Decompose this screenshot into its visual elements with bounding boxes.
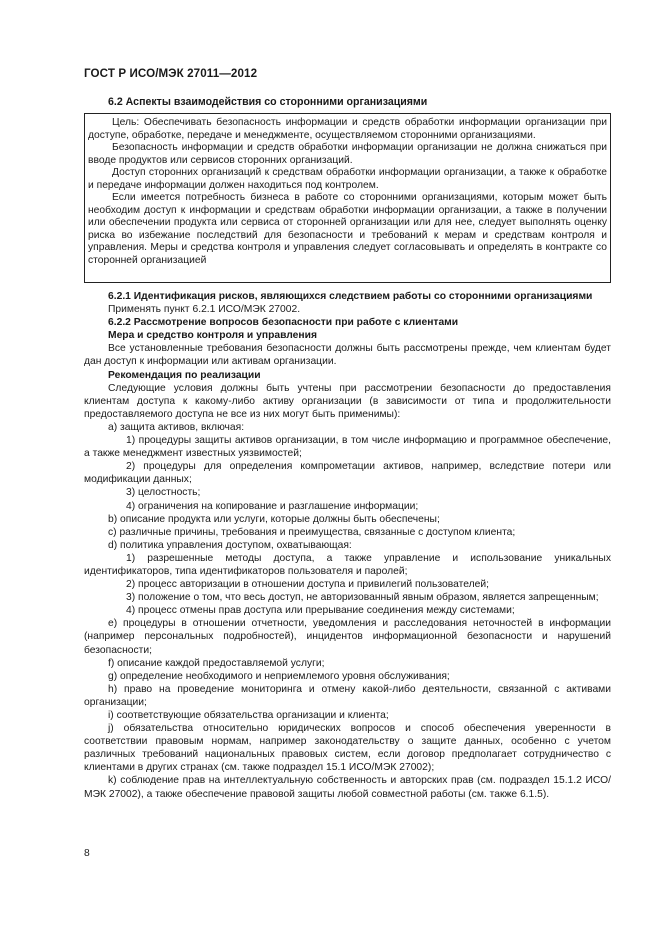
body-paragraph: Применять пункт 6.2.1 ИСО/МЭК 27002. — [108, 304, 301, 316]
list-item: c) различные причины, требования и преимущества, связанные с доступом клиента; — [108, 526, 516, 538]
section-title: 6.2 Аспекты взаимодействия со сторонними организациями — [108, 96, 428, 108]
list-item: h) право на проведение мониторинга и отмену какой-либо деятельности, связанной с активами организации; — [84, 683, 611, 708]
subsection-heading: 6.2.1 Идентификация рисков, являющихся следствием работы со сторонними организациями — [108, 291, 593, 302]
sub-list-item: 3) положение о том, что весь доступ, не авторизованный явным образом, является запрещенным; — [126, 592, 599, 604]
list-item: j) обязательства относительно юридических вопросов и способ обеспечения уверенности в соответствии правовым нормам, например законодательству о защите данных, особенно с учетом различных требований национальных правовых систем, если договор предполагает сотрудничество с клиентами в других странах (см. также подраздел 15.1 ИСО/МЭК 27002); — [84, 723, 611, 774]
control-heading: Мера и средство контроля и управления — [108, 330, 317, 342]
box-paragraph: Доступ сторонних организаций к средствам обработки информации организации, а также к обработке и передаче информации должен находиться под контролем. — [88, 167, 607, 191]
guidance-heading: Рекомендация по реализации — [108, 369, 261, 381]
document-body — [84, 290, 611, 801]
document-header: ГОСТ Р ИСО/МЭК 27011—2012 — [84, 67, 258, 80]
list-item: b) описание продукта или услуги, которые должны быть обеспечены; — [108, 513, 440, 525]
box-paragraph: Цель: Обеспечивать безопасность информации и средств обработки информации организации при доступе, обработке, передаче и менеджменте, осуществляемом сторонними организациями. — [88, 117, 607, 141]
box-paragraph: Если имеется потребность бизнеса в работе со сторонними организациями, которым может быть необходим доступ к информации и средствам обработки информации организации, а также в получении или обеспечении продукта или сервиса от сторонней организации или для нее, следует выполнять оценку риска во избежание последствий для безопасности и требований к мерам и средствам контроля и управления. Меры и средства контроля и управления следует согласовывать и определять в контракте со сторонней организацией — [88, 192, 607, 266]
list-item: e) процедуры в отношении отчетности, уведомления и расследования неточностей в информации (например персональных подробностей), инцидентов информационной безопасности и нарушений безопасности; — [84, 618, 611, 656]
sub-list-item: 2) процесс авторизации в отношении доступа и привилегий пользователей; — [126, 579, 489, 591]
list-item: d) политика управления доступом, охватывающая: — [108, 539, 352, 551]
sub-list-item: 2) процедуры для определения компрометации активов, например, вследствие потери или модификации данных; — [84, 461, 611, 486]
subsection-heading: 6.2.2 Рассмотрение вопросов безопасности при работе с клиентами — [108, 317, 459, 329]
list-item: k) соблюдение прав на интеллектуальную собственность и авторских прав (см. подраздел 15.1.2 ИСО/МЭК 27002), а также обеспечение правовой защиты любой совместной работы (см. также 6.1.5). — [84, 775, 611, 800]
page-number: 8 — [84, 848, 90, 859]
sub-list-item: 4) процесс отмены прав доступа или прерывание соединения между системами; — [126, 605, 515, 617]
sub-list-item: 1) процедуры защиты активов организации, в том числе информацию и программное обеспечение, а также менеджмент известных уязвимостей; — [84, 435, 611, 460]
sub-list-item: 3) целостность; — [126, 487, 201, 499]
list-item: g) определение необходимого и неприемлемого уровня обслуживания; — [108, 670, 450, 682]
list-item: f) описание каждой предоставляемой услуги; — [108, 657, 325, 669]
list-item: i) соответствующие обязательства организации и клиента; — [108, 710, 389, 721]
sub-list-item: 4) ограничения на копирование и разглашение информации; — [126, 500, 419, 512]
list-item: a) защита активов, включая: — [108, 421, 245, 433]
body-paragraph: Все установленные требования безопасности должны быть рассмотрены прежде, чем клиентам будет дан доступ к информации или активам организации. — [84, 343, 611, 368]
objective-box — [84, 113, 611, 283]
box-paragraph: Безопасность информации и средств обработки информации организации не должна снижаться при вводе продуктов или сервисов сторонних организаций. — [88, 142, 607, 166]
body-paragraph: Следующие условия должны быть учтены при рассмотрении безопасности до предоставления клиентам доступа к какому-либо активу организации (в зависимости от типа и продолжительности предоставляемого доступа не все из них могут быть применимы): — [84, 382, 611, 420]
sub-list-item: 1) разрешенные методы доступа, а также управление и использование уникальных идентификаторов, типа идентификаторов пользователя и паролей; — [84, 552, 611, 577]
